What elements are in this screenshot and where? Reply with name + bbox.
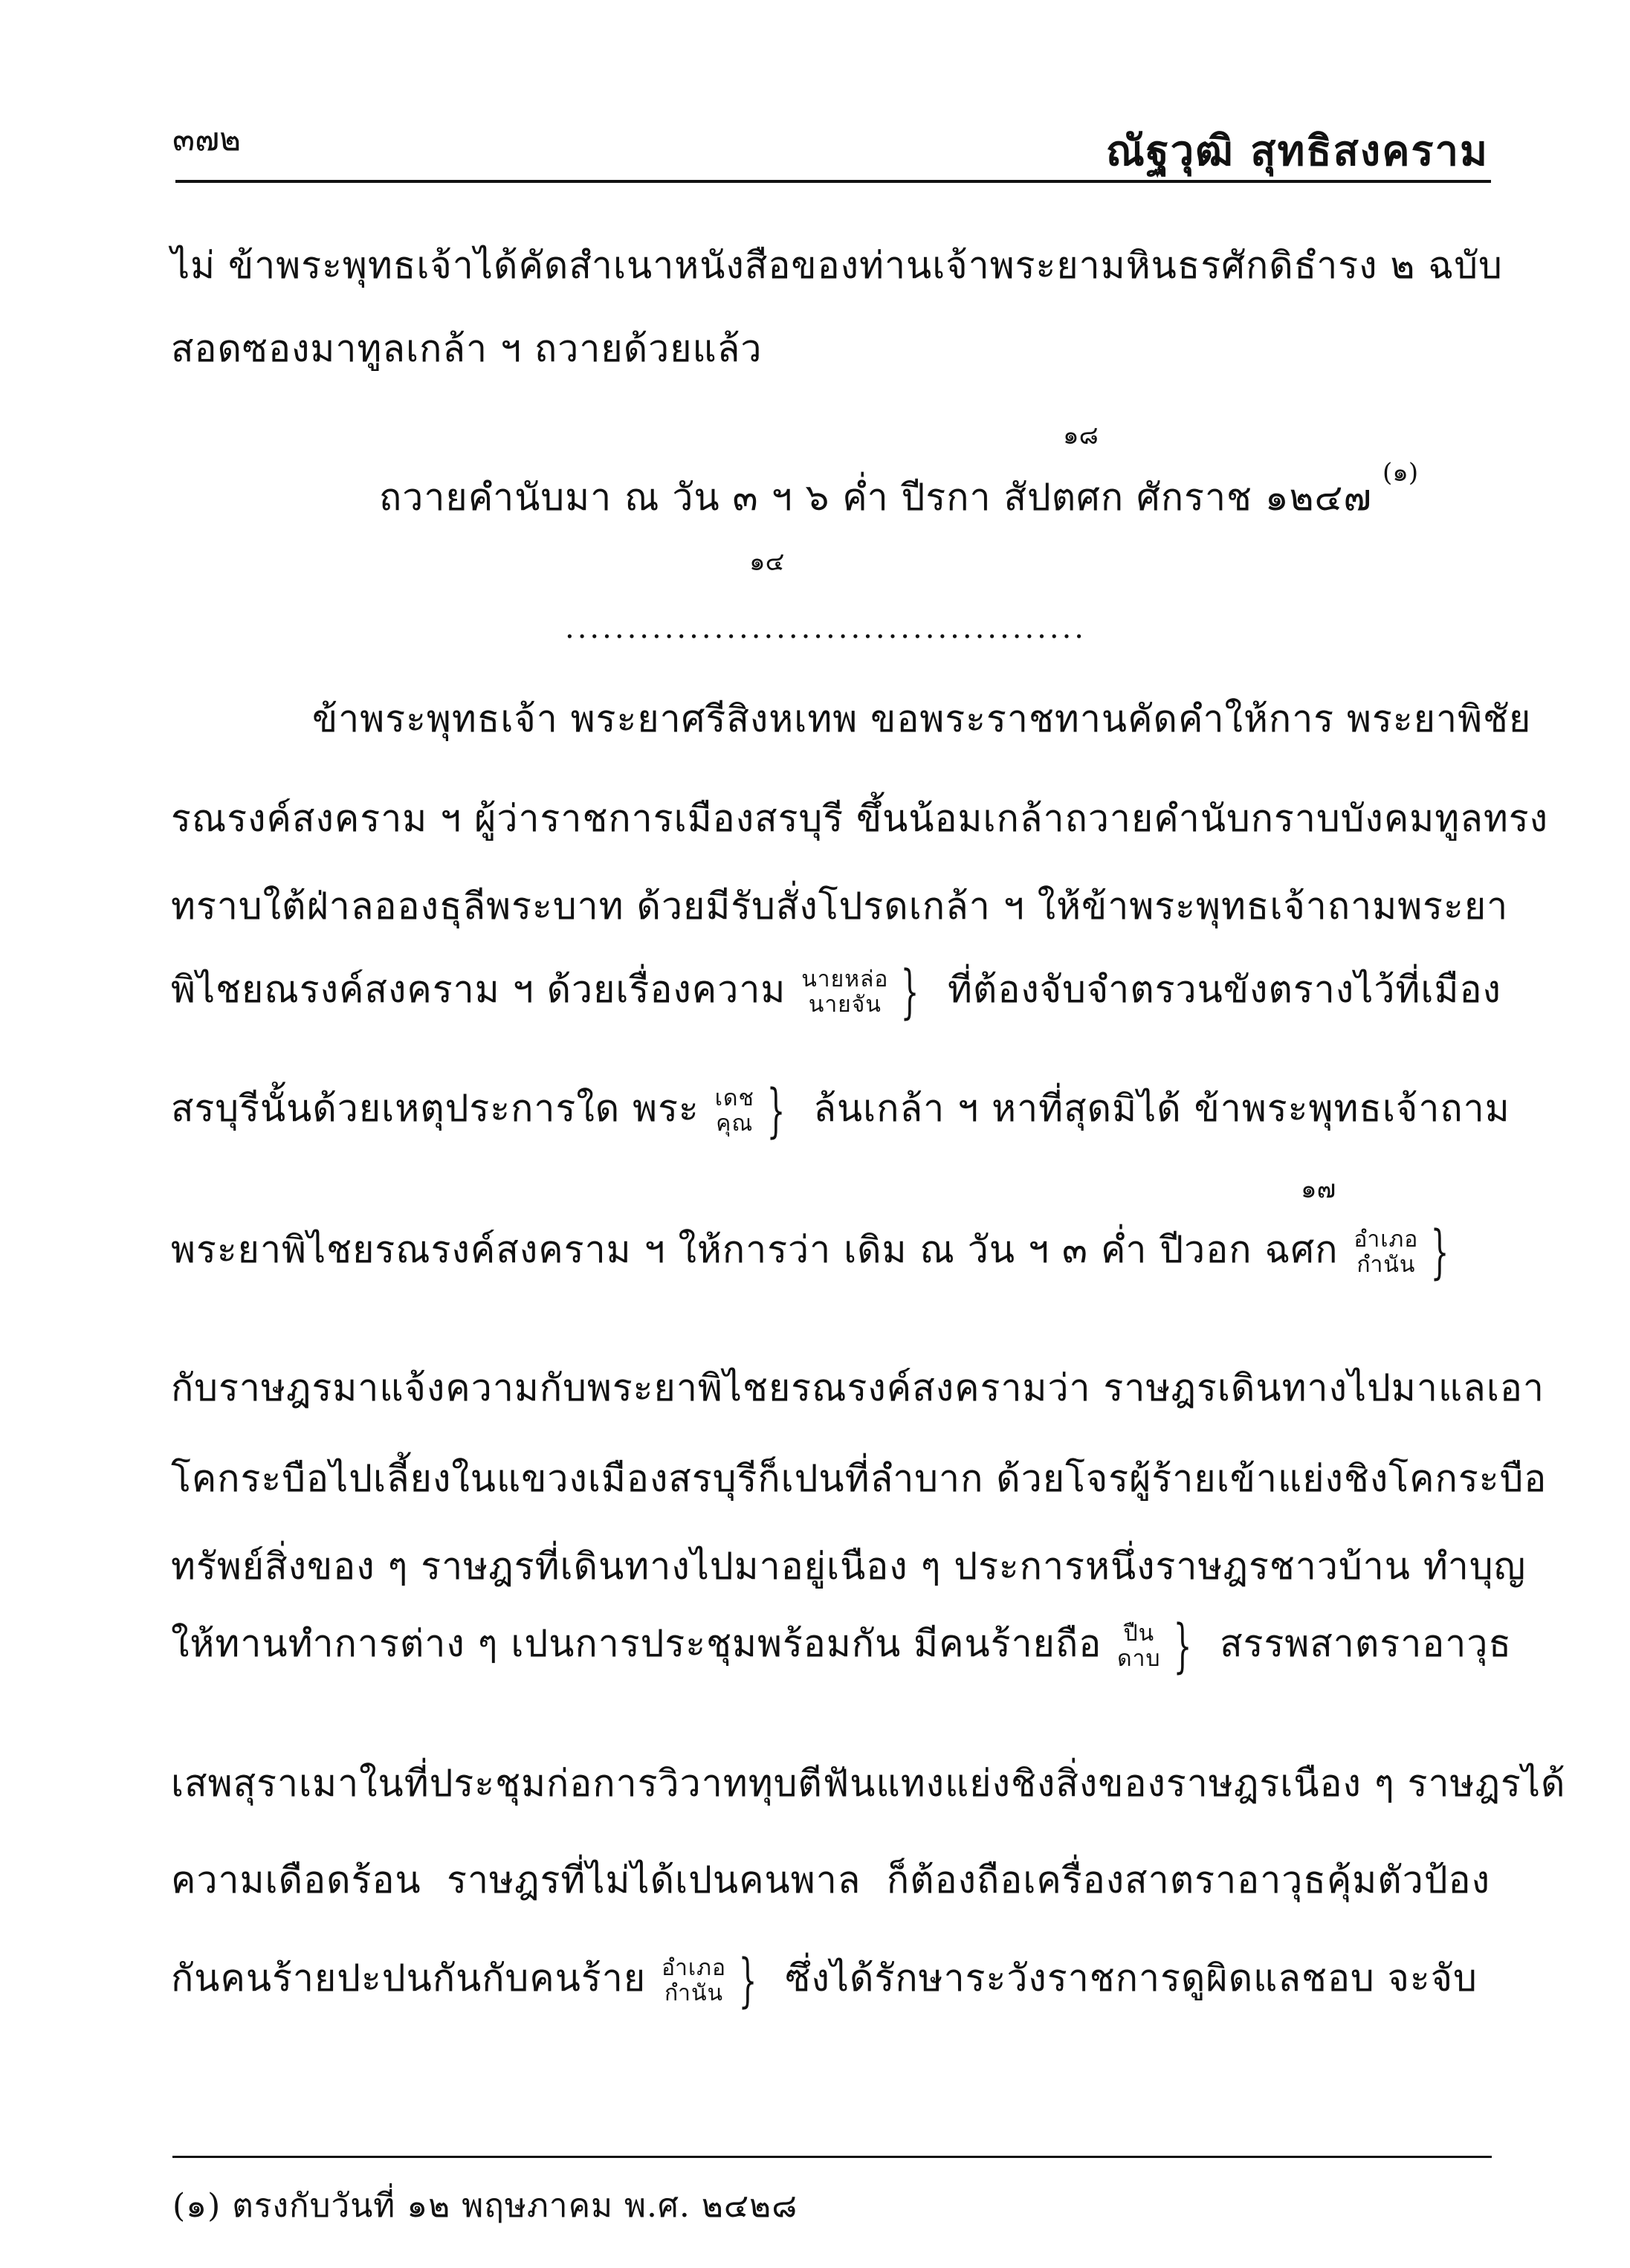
- body-line-13: [171, 1948, 1478, 2015]
- body-line-4-part-a: พิไชยณรงค์สงคราม ฯ ด้วยเรื่องความ: [171, 968, 786, 1011]
- body-line-5-part-a: สรบุรีนั้นด้วยเหตุประการใด พระ: [171, 1087, 699, 1130]
- body-line-13-part-a: กันคนร้ายปะปนกันกับคนร้าย: [171, 1957, 647, 2000]
- brace-glyph: }: [1173, 1613, 1192, 1680]
- body-line-1: ข้าพระพุทธเจ้า พระยาศรีสิงหเทพ ขอพระราชทานคัดคำให้การ พระยาพิชัย: [312, 697, 1532, 740]
- stack-bottom: ดาบ: [1117, 1646, 1161, 1672]
- running-header-title: ณัฐวุฒิ สุทธิสงคราม: [1105, 126, 1489, 175]
- stack-top: ปืน: [1123, 1621, 1155, 1647]
- stack-bottom: กำนัน: [1356, 1252, 1416, 1278]
- brace-glyph: }: [901, 959, 920, 1026]
- body-line-10-part-a: ให้ทานทำการต่าง ๆ เปนการประชุมพร้อมกัน มีคนร้ายถือ: [171, 1622, 1102, 1665]
- body-line-4: [171, 959, 1501, 1026]
- body-line-5: [171, 1078, 1510, 1145]
- footnote-text: (๑) ตรงกับวันที่ ๑๒ พฤษภาคม พ.ศ. ๒๔๒๘: [172, 2187, 798, 2225]
- date-line: ถวายคำนับมา ณ วัน ๓ ฯ ๖ ค่ำ ปีรกา สัปตศก ศักราช ๑๒๔๗: [379, 476, 1372, 519]
- body-line-10: [171, 1613, 1512, 1680]
- body-line-7: กับราษฎรมาแจ้งความกับพระยาพิไชยรณรงค์สงครามว่า ราษฎรเดินทางไปมาแลเอา: [171, 1366, 1545, 1409]
- date-subscript: ๑๔: [749, 547, 785, 577]
- footnote-rule: [172, 2156, 1492, 2158]
- title-stack: [662, 1956, 726, 2006]
- page-number: ๓๗๒: [172, 120, 242, 158]
- stack-bottom: นายจัน: [808, 992, 882, 1018]
- body-line-9: ทรัพย์สิ่งของ ๆ ราษฎรที่เดินทางไปมาอยู่เนือง ๆ ประการหนึ่งราษฎรชาวบ้าน ทำบุญ: [171, 1545, 1527, 1588]
- body-line-5-part-b: ล้นเกล้า ฯ หาที่สุดมิได้ ข้าพระพุทธเจ้าถาม: [813, 1087, 1510, 1130]
- stack-top: เดช: [714, 1085, 754, 1111]
- title-stack: [1354, 1227, 1418, 1278]
- body-line-8: โคกระบือไปเลี้ยงในแขวงเมืองสรบุรีก็เปนที่ลำบาก ด้วยโจรผู้ร้ายเข้าแย่งชิงโคกระบือ: [171, 1457, 1547, 1500]
- body-line-3: ทราบใต้ฝ่าลอองธุลีพระบาท ด้วยมีรับสั่งโปรดเกล้า ฯ ให้ข้าพระพุทธเจ้าถามพระยา: [171, 885, 1509, 928]
- brace-glyph: }: [766, 1078, 786, 1145]
- body-line-11: เสพสุราเมาในที่ประชุมก่อการวิวาททุบตีฟันแทงแย่งชิงสิ่งของราษฎรเนือง ๆ ราษฎรได้: [171, 1762, 1566, 1805]
- body-line-2: รณรงค์สงคราม ฯ ผู้ว่าราชการเมืองสรบุรี ขึ้นน้อมเกล้าถวายคำนับกราบบังคมทูลทรง: [171, 797, 1549, 840]
- stack-top: อำเภอ: [1354, 1227, 1419, 1253]
- opening-line-2: สอดซองมาทูลเกล้า ฯ ถวายด้วยแล้ว: [171, 327, 763, 370]
- date-superscript: ๑๘: [1063, 421, 1099, 450]
- name-stack: [801, 967, 888, 1018]
- line-superscript: ๑๗: [1301, 1175, 1336, 1204]
- stack-top: นายหล่อ: [801, 966, 889, 992]
- dotted-separator: ..........................................: [565, 611, 1087, 645]
- brace-glyph: }: [738, 1948, 757, 2015]
- brace-glyph: }: [1430, 1219, 1450, 1286]
- stack-bottom: คุณ: [716, 1111, 754, 1137]
- stack-bottom: กำนัน: [664, 1980, 724, 2006]
- stack-top: อำเภอ: [662, 1955, 726, 1981]
- body-line-10-part-b: สรรพสาตราอาวุธ: [1220, 1622, 1512, 1665]
- body-line-13-part-b: ซึ่งได้รักษาระวังราชการดูผิดแลชอบ จะจับ: [785, 1957, 1478, 2000]
- body-line-6: [171, 1219, 1465, 1286]
- opening-line-1: ไม่ ข้าพระพุทธเจ้าได้คัดสำเนาหนังสือของท่านเจ้าพระยามหินธรศักดิธำรง ๒ ฉบับ: [171, 244, 1503, 287]
- body-line-4-part-b: ที่ต้องจับจำตรวนขังตรางไว้ที่เมือง: [947, 968, 1501, 1011]
- body-line-6-part-a: พระยาพิไชยรณรงค์สงคราม ฯ ให้การว่า เดิม ณ วัน ฯ ๓ ค่ำ ปีวอก ฉศก: [171, 1228, 1339, 1271]
- body-line-12: ความเดือดร้อน ราษฎรที่ไม่ได้เปนคนพาล ก็ต้องถือเครื่องสาตราอาวุธคุ้มตัวป้อง: [171, 1858, 1490, 1902]
- word-stack: [715, 1086, 754, 1137]
- header-rule: [175, 180, 1491, 183]
- footnote-reference: (๑): [1382, 458, 1419, 488]
- weapon-stack: [1117, 1621, 1160, 1672]
